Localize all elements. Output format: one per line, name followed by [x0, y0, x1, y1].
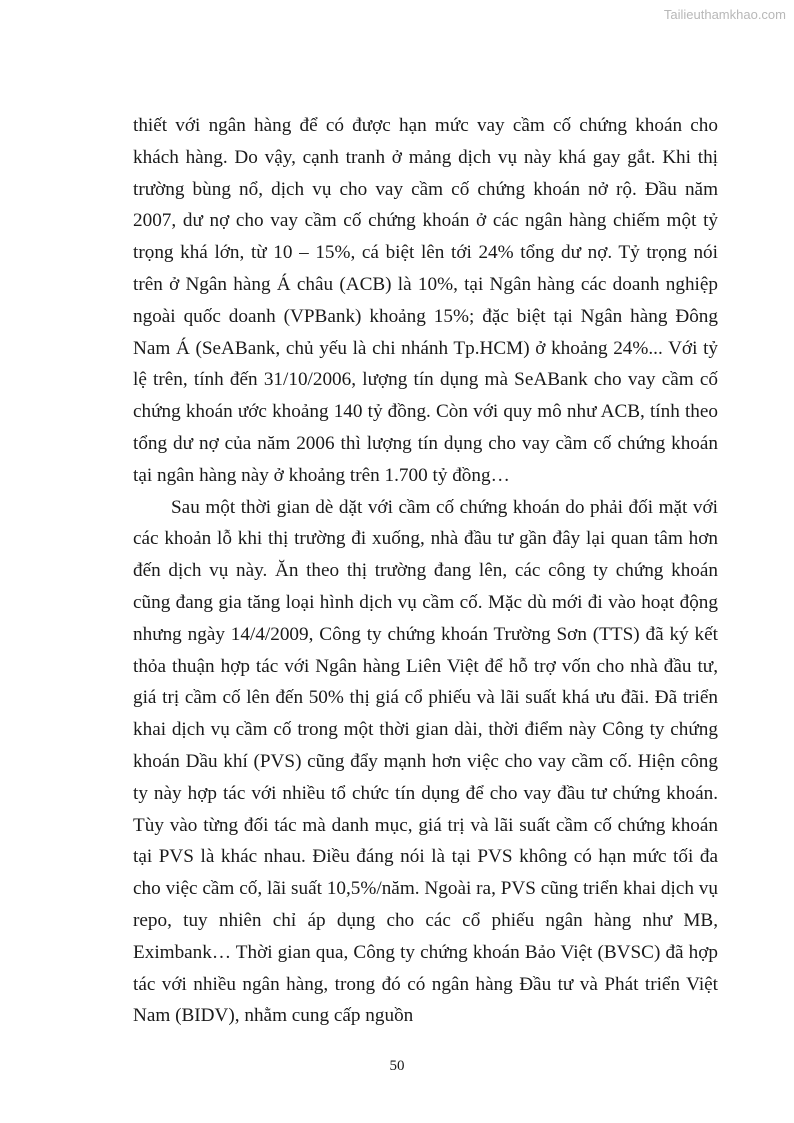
page-number: 50: [389, 1058, 405, 1074]
watermark-text: Tailieuthamkhao.com: [663, 7, 786, 22]
paragraph-continuation: thiết với ngân hàng để có được hạn mức vay cầm cố chứng khoán cho khách hàng. Do vậy, cạnh tranh ở mảng dịch vụ này khá gay gắt. Khi thị trường bùng nổ, dịch vụ cho vay cầm cố chứng khoán nở rộ. Đầu năm 2007, dư nợ cho vay cầm cố chứng khoán ở các ngân hàng chiếm một tỷ trọng khá lớn, từ 10 – 15%, cá biệt lên tới 24% tổng dư nợ. Tỷ trọng nói trên ở Ngân hàng Á châu (ACB) là 10%, tại Ngân hàng các doanh nghiệp ngoài quốc doanh (VPBank) khoảng 15%; đặc biệt tại Ngân hàng Đông Nam Á (SeABank, chủ yếu là chi nhánh Tp.HCM) ở khoảng 24%... Với tỷ lệ trên, tính đến 31/10/2006, lượng tín dụng mà SeABank cho vay cầm cố chứng khoán ước khoảng 140 tỷ đồng. Còn với quy mô như ACB, tính theo tổng dư nợ của năm 2006 thì lượng tín dụng cho vay cầm cố chứng khoán tại ngân hàng này ở khoảng trên 1.700 tỷ đồng…: [133, 115, 718, 486]
document-body: [133, 110, 718, 1032]
paragraph-securities-pledge: Sau một thời gian dè dặt với cầm cố chứng khoán do phải đối mặt với các khoản lỗ khi thị trường đi xuống, nhà đầu tư gần đây lại quan tâm hơn đến dịch vụ này. Ăn theo thị trường đang lên, các công ty chứng khoán cũng đang gia tăng loại hình dịch vụ cầm cố. Mặc dù mới đi vào hoạt động nhưng ngày 14/4/2009, Công ty chứng khoán Trường Sơn (TTS) đã ký kết thỏa thuận hợp tác với Ngân hàng Liên Việt để hỗ trợ vốn cho nhà đầu tư, giá trị cầm cố lên đến 50% thị giá cổ phiếu và lãi suất khá ưu đãi. Đã triển khai dịch vụ cầm cố trong một thời gian dài, thời điểm này Công ty chứng khoán Dầu khí (PVS) cũng đẩy mạnh hơn việc cho vay cầm cố. Hiện công ty này hợp tác với nhiều tổ chức tín dụng để cho vay đầu tư chứng khoán. Tùy vào từng đối tác mà danh mục, giá trị và lãi suất cầm cố chứng khoán tại PVS là khác nhau. Điều đáng nói là tại PVS không có hạn mức tối đa cho việc cầm cố, lãi suất 10,5%/năm. Ngoài ra, PVS cũng triển khai dịch vụ repo, tuy nhiên chỉ áp dụng cho các cổ phiếu ngân hàng như MB, Eximbank… Thời gian qua, Công ty chứng khoán Bảo Việt (BVSC) đã hợp tác với nhiều ngân hàng, trong đó có ngân hàng Đầu tư và Phát triển Việt Nam (BIDV), nhằm cung cấp nguồn: [133, 496, 718, 1027]
